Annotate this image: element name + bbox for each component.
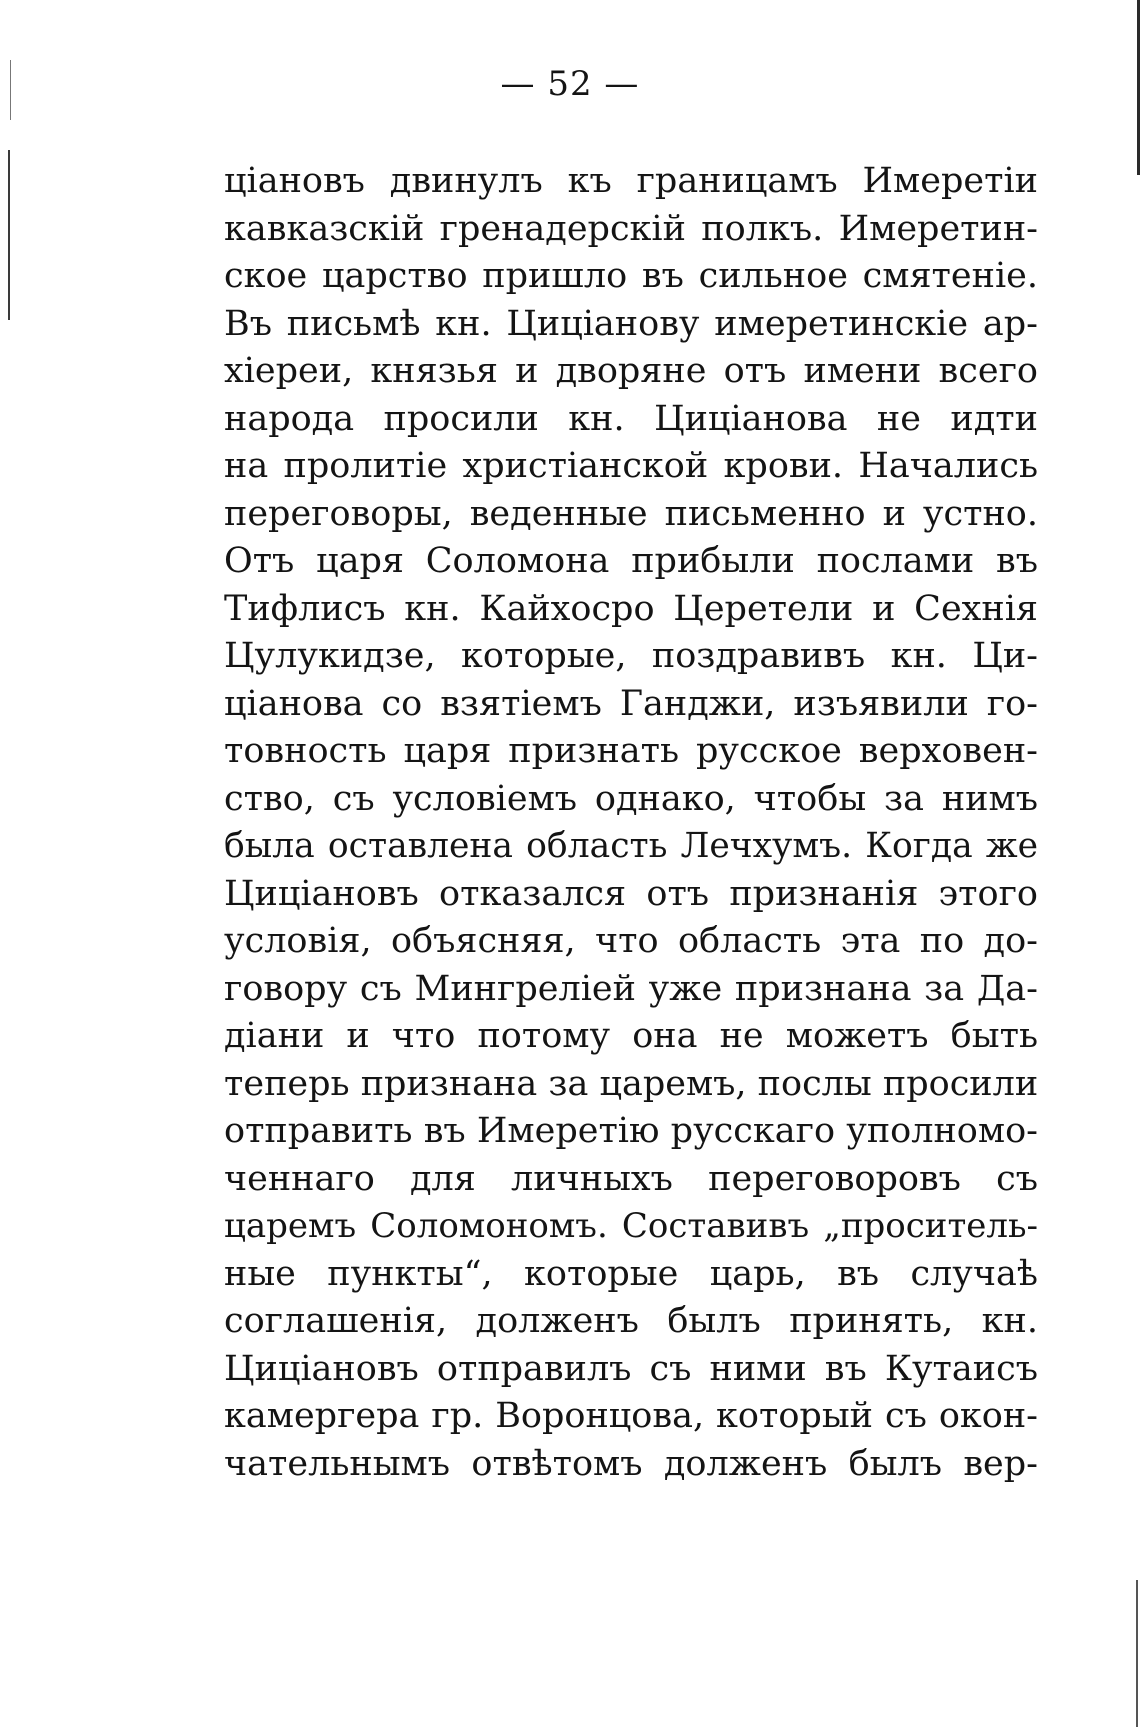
text-line: ченнаго для личныхъ переговоровъ съ bbox=[224, 1158, 1038, 1199]
text-line: ціанова со взятіемъ Ганджи, изъявили го- bbox=[224, 683, 1038, 724]
page-number: — 52 — bbox=[500, 64, 640, 104]
text-line: теперь признана за царемъ, послы просили bbox=[224, 1063, 1038, 1104]
text-line: переговоры, веденные письменно и устно. bbox=[224, 493, 1038, 534]
text-line: народа просили кн. Циціанова не идти bbox=[224, 398, 1038, 439]
text-line: кавказскій гренадерскій полкъ. Имеретин- bbox=[224, 208, 1038, 249]
text-line: была оставлена область Лечхумъ. Когда же bbox=[224, 826, 1038, 866]
text-line: Въ письмѣ кн. Циціанову имеретинскіе ар- bbox=[224, 303, 1038, 344]
text-line: царемъ Соломономъ. Составивъ „проситель- bbox=[224, 1206, 1038, 1246]
text-line: діани и что потому она не можетъ быть bbox=[224, 1016, 1038, 1056]
text-line: камергера гр. Воронцова, который съ окон- bbox=[224, 1396, 1038, 1436]
text-line: Цулукидзе, которые, поздравивъ кн. Ци- bbox=[224, 636, 1038, 676]
text-line: Циціановъ отправилъ съ ними въ Кутаисъ bbox=[224, 1348, 1038, 1389]
text-line: чательнымъ отвѣтомъ долженъ былъ вер- bbox=[224, 1443, 1038, 1484]
text-line: Отъ царя Соломона прибыли послами въ bbox=[224, 541, 1038, 581]
scan-edge-mark bbox=[1136, 1580, 1138, 1727]
body-text bbox=[224, 158, 1038, 1488]
text-line: говору съ Мингреліей уже признана за Да- bbox=[224, 968, 1038, 1009]
scan-edge-mark bbox=[8, 150, 10, 320]
text-line: ные пункты“, которые царь, въ случаѣ bbox=[224, 1253, 1038, 1294]
text-line: ціановъ двинулъ къ границамъ Имеретіи bbox=[224, 161, 1038, 201]
text-line: хіереи, князья и дворяне отъ имени всего bbox=[224, 351, 1038, 391]
text-line: условія, объясняя, что область эта по до- bbox=[224, 921, 1038, 961]
text-line: товность царя признать русское верховен- bbox=[224, 731, 1038, 771]
text-line: ское царство пришло въ сильное смятеніе. bbox=[224, 256, 1038, 296]
text-line: Тифлисъ кн. Кайхосро Церетели и Сехнія bbox=[224, 588, 1038, 629]
text-line: Циціановъ отказался отъ признанія этого bbox=[224, 873, 1038, 914]
text-line: на пролитіе христіанской крови. Начались bbox=[224, 446, 1038, 486]
text-line: отправить въ Имеретію русскаго уполномо- bbox=[224, 1111, 1038, 1151]
text-line: ство, съ условіемъ однако, чтобы за нимъ bbox=[224, 778, 1038, 819]
text-line: соглашенія, долженъ былъ принять, кн. bbox=[224, 1301, 1038, 1341]
